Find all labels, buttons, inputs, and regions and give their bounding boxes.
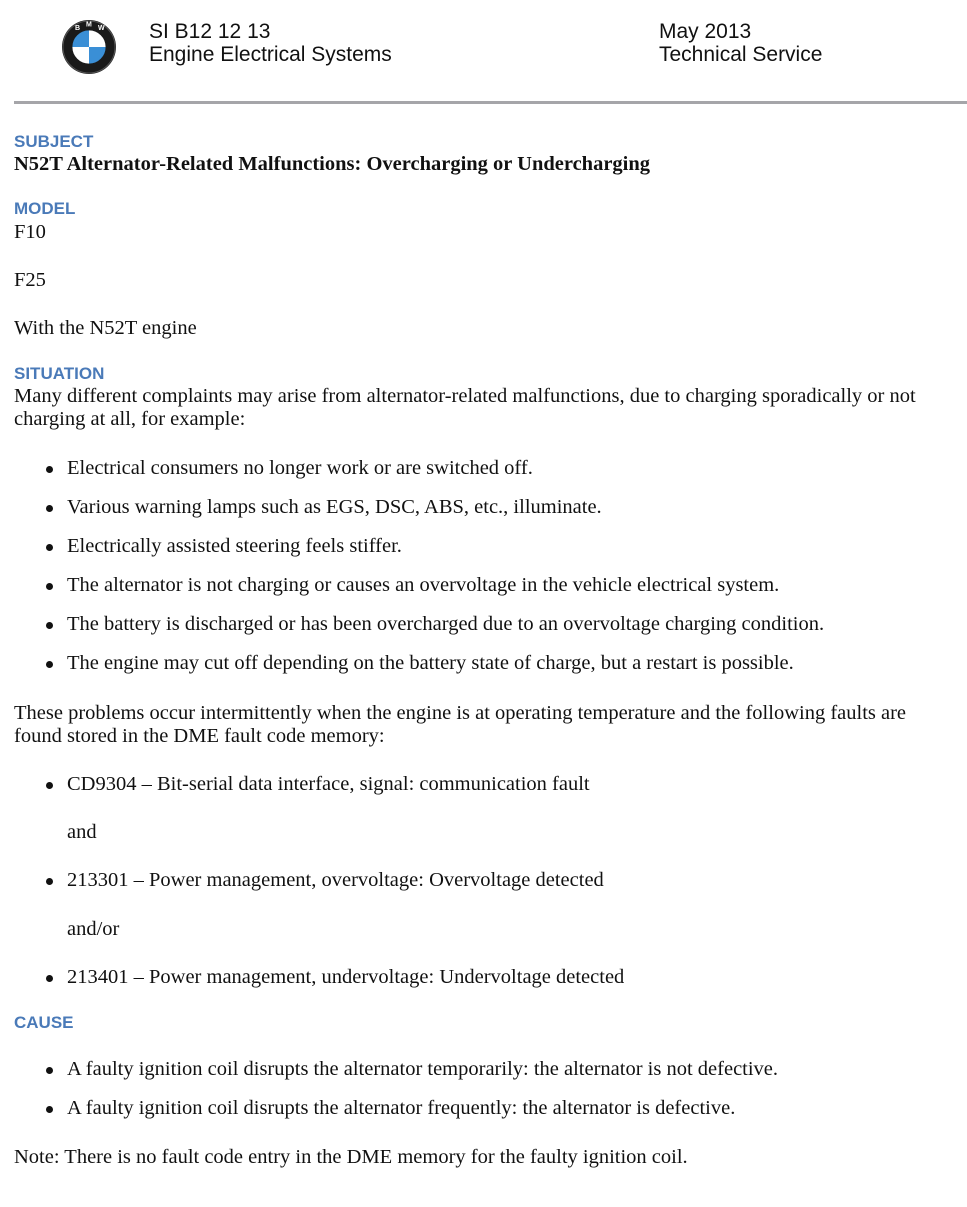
bulletin-date-block (659, 20, 822, 66)
bullet-icon (46, 782, 53, 789)
list-item: Various warning lamps such as EGS, DSC, ABS, etc., illuminate. (14, 496, 824, 519)
fault-connector: and (67, 821, 97, 843)
fault-code-item: CD9304 – Bit-serial data interface, signal: communication fault (14, 773, 590, 796)
bullet-icon (46, 466, 53, 473)
list-item: A faulty ignition coil disrupts the alternator frequently: the alternator is defective. (14, 1097, 778, 1120)
list-item: The engine may cut off depending on the battery state of charge, but a restart is possible. (14, 652, 824, 675)
situation-intro-line: charging at all, for example: (14, 408, 246, 430)
bullet-icon (46, 1106, 53, 1113)
bullet-icon (46, 583, 53, 590)
situation-intro-line: Many different complaints may arise from alternator-related malfunctions, due to charging sporadically or not (14, 385, 916, 407)
header-divider (14, 101, 967, 104)
subject-title: N52T Alternator-Related Malfunctions: Overcharging or Undercharging (14, 153, 651, 175)
fault-code-item: 213401 – Power management, undervoltage: Undervoltage detected (14, 966, 624, 989)
fault-codes-list (14, 869, 604, 892)
bulletin-group: Engine Electrical Systems (149, 43, 392, 66)
list-item: The battery is discharged or has been overcharged due to an overvoltage charging condition. (14, 613, 824, 636)
fault-code-item: 213301 – Power management, overvoltage: Overvoltage detected (14, 869, 604, 892)
bullet-icon (46, 975, 53, 982)
bullet-icon (46, 878, 53, 885)
list-item: A faulty ignition coil disrupts the alternator temporarily: the alternator is not defective. (14, 1058, 778, 1081)
list-item: The alternator is not charging or causes an overvoltage in the vehicle electrical system. (14, 574, 824, 597)
fault-codes-list (14, 966, 624, 989)
bulletin-info (149, 20, 392, 66)
subject-heading: SUBJECT (14, 132, 94, 151)
list-item: Electrical consumers no longer work or are switched off. (14, 457, 824, 480)
bullet-icon (46, 505, 53, 512)
cause-heading: CAUSE (14, 1013, 74, 1032)
bmw-logo-icon (61, 19, 117, 75)
cause-list (14, 1058, 778, 1136)
engine-note: With the N52T engine (14, 317, 197, 339)
bulletin-department: Technical Service (659, 43, 823, 66)
model-item: F25 (14, 269, 46, 291)
model-heading: MODEL (14, 199, 76, 218)
logo-letter-w: W (98, 25, 105, 32)
document-header (0, 0, 967, 108)
situation-heading: SITUATION (14, 364, 105, 383)
logo-letter-m: M (86, 21, 92, 29)
bullet-icon (46, 661, 53, 668)
model-item: F10 (14, 221, 46, 243)
faults-intro (14, 702, 906, 748)
faults-intro-line: found stored in the DME fault code memory: (14, 725, 385, 747)
logo-letter-b: B (75, 25, 81, 32)
fault-connector: and/or (67, 918, 120, 940)
bullet-icon (46, 622, 53, 629)
cause-note: Note: There is no fault code entry in the DME memory for the faulty ignition coil. (14, 1146, 688, 1168)
bullet-icon (46, 1067, 53, 1074)
fault-codes-list (14, 773, 590, 796)
faults-intro-line: These problems occur intermittently when the engine is at operating temperature and the following faults are (14, 702, 907, 724)
situation-intro (14, 385, 916, 431)
complaints-list (14, 457, 824, 691)
bulletin-date: May 2013 (659, 20, 752, 43)
bullet-icon (46, 544, 53, 551)
bulletin-number: SI B12 12 13 (149, 20, 271, 43)
list-item: Electrically assisted steering feels stiffer. (14, 535, 824, 558)
